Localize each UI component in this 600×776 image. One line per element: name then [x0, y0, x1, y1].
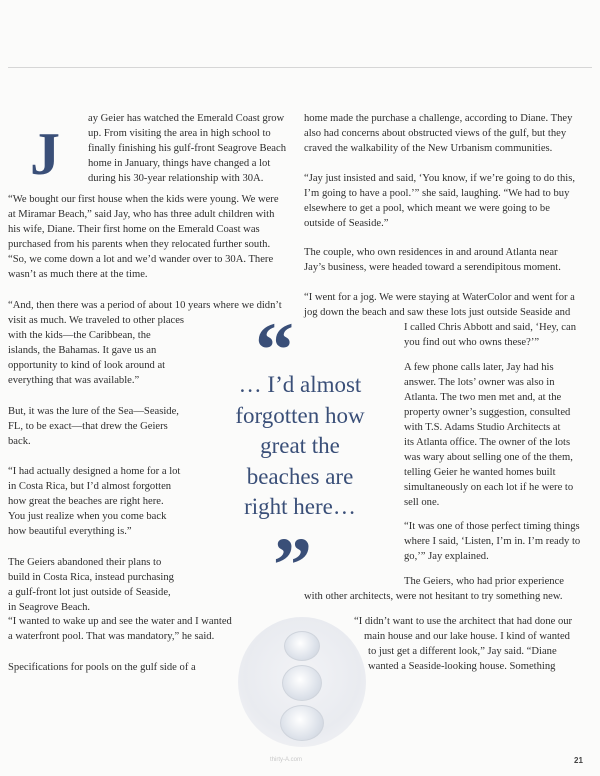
left-line: You just realize when you come back	[8, 511, 167, 522]
right-line: The Geiers, who had prior experience	[404, 576, 565, 587]
right-line: “I didn’t want to use the architect that had done our	[354, 616, 573, 627]
left-line: The Geiers abandoned their plans to	[8, 557, 162, 568]
left-line: “I wanted to wake up and see the water and I wanted	[8, 616, 232, 627]
left-line: how great the beaches are right here.	[8, 496, 164, 507]
pull-quote-line: … I’d almost	[238, 372, 362, 397]
right-line: home made the purchase a challenge, according to Diane. They	[304, 113, 573, 124]
footer-website: thirty-A.com	[270, 757, 303, 763]
left-line: FL, to be exact—that drew the Geiers	[8, 421, 168, 432]
glass-bead-icon	[282, 665, 322, 701]
right-line: to just get a different look,” Jay said. “Diane	[368, 646, 557, 657]
right-line: also had concerns about obstructed views of the gulf, but they	[304, 128, 567, 139]
pull-quote-line: forgotten how	[235, 402, 365, 428]
pull-quote-open-mark: “	[255, 306, 294, 393]
right-line: The couple, who own residences in and around Atlanta near	[304, 247, 558, 258]
right-line: “Jay just insisted and said, ‘You know, if we’re going to do this,	[304, 173, 576, 184]
drop-cap: J	[30, 121, 60, 187]
pull-quote-line: right here…	[244, 494, 356, 520]
left-line: up. From visiting the area in high school to	[88, 128, 271, 139]
pull-quote-close-mark: ”	[273, 521, 312, 608]
right-line: its Atlanta office. The owner of the lots	[404, 437, 571, 448]
left-line: purchased from his parents when they relocated further south.	[8, 239, 271, 250]
right-line: elsewhere to get a pool, which meant we were going to be	[304, 203, 550, 214]
left-line: build in Costa Rica, instead purchasing	[8, 572, 174, 583]
right-line: telling Geier he wanted homes built	[404, 467, 556, 478]
left-line: wasn’t as much there at the time.	[8, 269, 148, 280]
left-line: a waterfront pool. That was mandatory,” he said.	[8, 631, 215, 642]
right-line: Jay’s business, were headed toward a serendipitous moment.	[304, 262, 561, 273]
right-line: outside of Seaside.”	[304, 218, 389, 229]
right-line: main house and our lake house. I kind of wanted	[364, 631, 570, 642]
glass-bead-icon	[280, 705, 324, 741]
right-line: answer. The lots’ owner was also in	[404, 377, 555, 388]
right-line: you find out who owns these?’”	[404, 337, 540, 348]
right-line: I’m going to have a pool.’” she said, laughing. “We had to buy	[304, 188, 570, 199]
right-line: jog down the beach and saw these lots just outside Seaside and	[304, 307, 571, 318]
pull-quote-line: beaches are	[246, 463, 354, 489]
left-line: a gulf-front lot just outside of Seaside,	[8, 587, 171, 598]
right-line: wanted a Seaside-looking house. Something	[368, 661, 556, 672]
right-line: “I went for a jog. We were staying at WaterColor and went for a	[304, 292, 575, 303]
left-line: back.	[8, 436, 31, 447]
right-line: was wary about selling one of the them,	[404, 452, 573, 463]
right-line: with other architects, were not hesitant to try something new.	[304, 591, 563, 602]
left-line: how beautiful everything is.”	[8, 526, 132, 537]
left-line: “And, then there was a period of about 10 years where we didn’t	[8, 300, 282, 311]
left-line: opportunity to kind of look around at	[8, 360, 166, 371]
left-line: But, it was the lure of the Sea—Seaside,	[8, 406, 179, 417]
left-line: “So, we come down a lot and we’d wander over to 30A. There	[8, 254, 274, 265]
decorative-glass-image	[238, 617, 366, 747]
right-line: where I said, ‘Listen, I’m in. I’m ready to	[404, 536, 581, 547]
left-line: islands, the Bahamas. It gave us an	[8, 345, 157, 356]
right-line: “It was one of those perfect timing things	[404, 521, 580, 532]
pull-quote-line: great the	[260, 433, 340, 459]
right-line: Atlanta. The two men met and, at the	[404, 392, 562, 403]
left-line: everything that was available.”	[8, 375, 140, 386]
left-line: with the kids—the Caribbean, the	[8, 330, 151, 341]
left-line: in Seagrove Beach.	[8, 602, 91, 613]
right-line: I called Chris Abbott and said, ‘Hey, can	[404, 322, 577, 333]
glass-bead-icon	[284, 631, 320, 661]
left-line: home in January, things have changed a lot	[88, 158, 271, 169]
left-line: “I had actually designed a home for a lot	[8, 466, 181, 477]
left-line: ay Geier has watched the Emerald Coast grow	[88, 113, 285, 124]
left-line: his wife, Diane. Their first home on the Emerald Coast was	[8, 224, 260, 235]
top-rule	[8, 67, 592, 68]
left-line: at Miramar Beach,” said Jay, who has three adult children with	[8, 209, 275, 220]
right-line: sell one.	[404, 497, 440, 508]
left-line: finally finishing his gulf-front Seagrove Beach	[88, 143, 286, 154]
pull-quote	[205, 370, 395, 523]
left-line: “We bought our first house when the kids were young. We were	[8, 194, 279, 205]
right-line: A few phone calls later, Jay had his	[404, 362, 554, 373]
right-line: craved the walkability of the New Urbanism communities.	[304, 143, 553, 154]
right-line: go,’” Jay explained.	[404, 551, 489, 562]
right-line: with T.S. Adams Studio Architects at	[404, 422, 561, 433]
right-line: property owner’s suggestion, consulted	[404, 407, 571, 418]
left-line: in Costa Rica, but I’d almost forgotten	[8, 481, 172, 492]
left-line: during his 30-year relationship with 30A.	[88, 173, 264, 184]
left-line: Specifications for pools on the gulf side of a	[8, 662, 196, 673]
right-line: simultaneously on each lot if he were to	[404, 482, 574, 493]
page-number: 21	[574, 756, 583, 765]
left-line: visit as much. We traveled to other places	[8, 315, 185, 326]
